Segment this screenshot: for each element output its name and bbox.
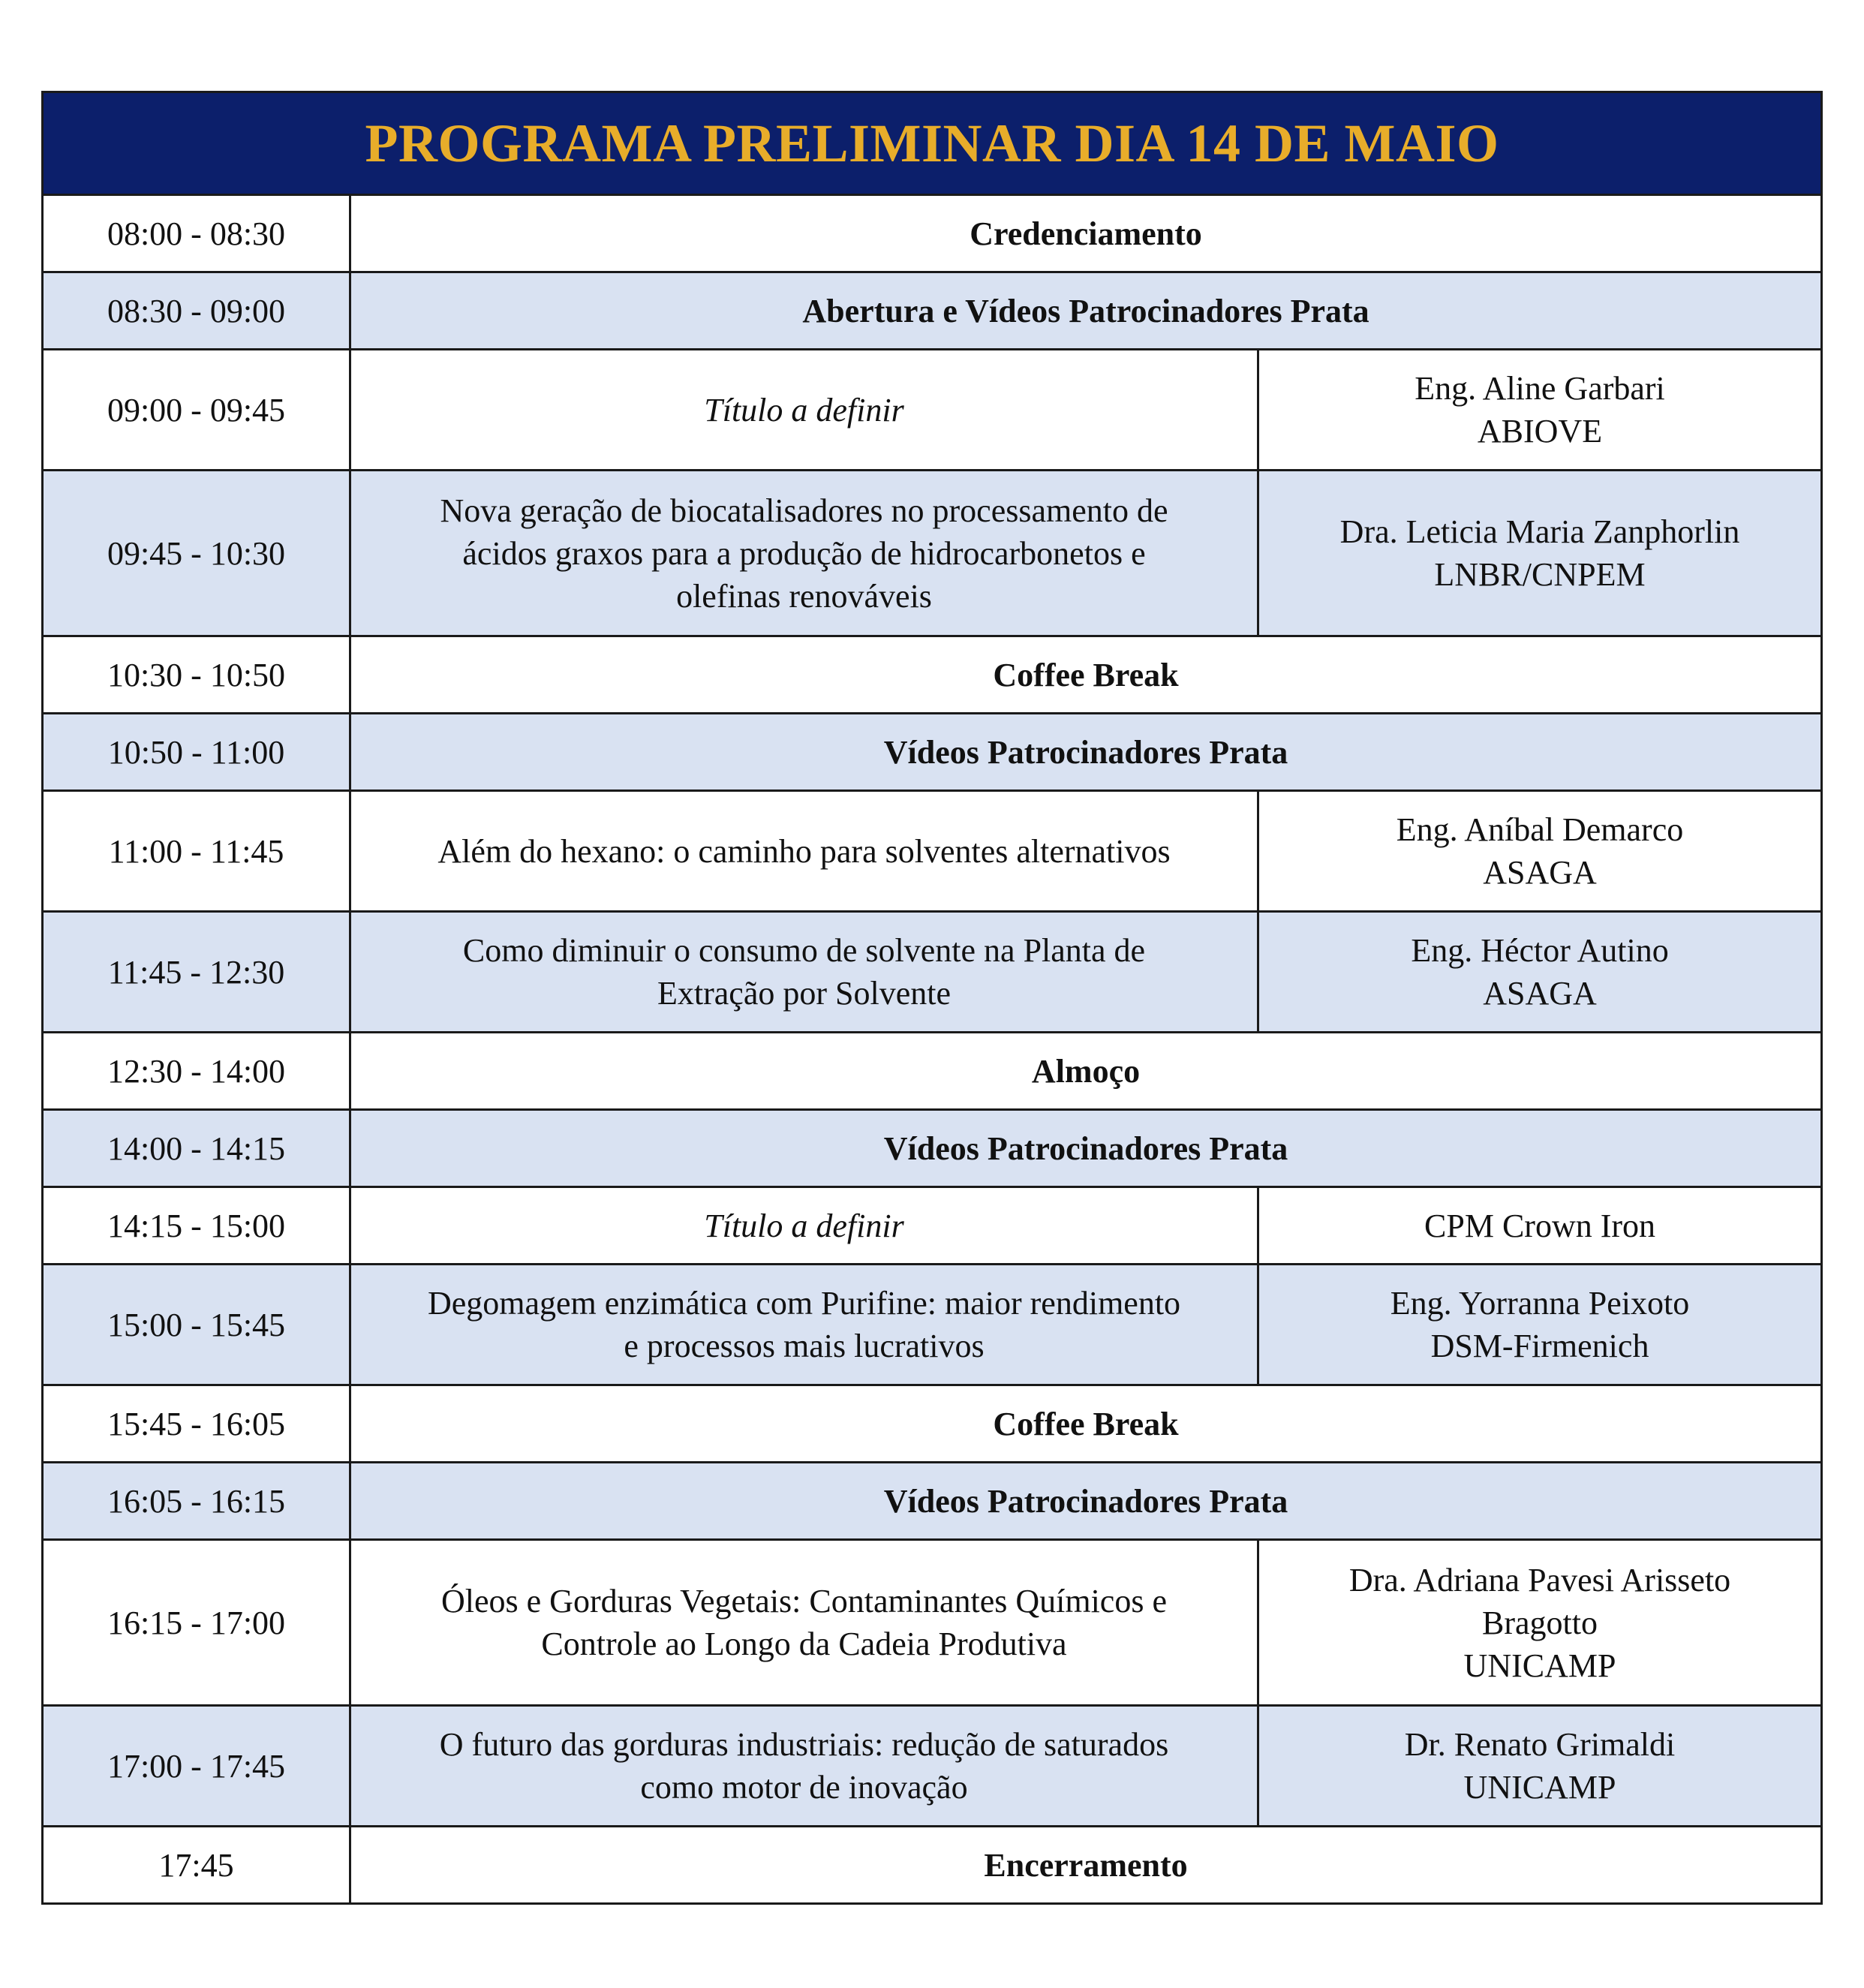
- time-cell: 15:45 - 16:05: [43, 1385, 350, 1463]
- talk-title-line: Título a definir: [704, 391, 904, 429]
- speaker-line: Dra. Leticia Maria Zanphorlin: [1339, 513, 1740, 550]
- speaker-line: UNICAMP: [1463, 1647, 1616, 1684]
- talk-title-cell: [350, 1540, 1258, 1706]
- schedule-row: [43, 912, 1822, 1033]
- speaker-line: UNICAMP: [1463, 1769, 1616, 1806]
- time-cell: 16:15 - 17:00: [43, 1540, 350, 1706]
- speaker-line: Bragotto: [1482, 1604, 1598, 1641]
- talk-title-line: olefinas renováveis: [676, 577, 932, 615]
- schedule-row: [43, 195, 1822, 272]
- event-cell: Encerramento: [350, 1827, 1822, 1904]
- speaker-cell: [1258, 912, 1822, 1033]
- talk-title-line: Nova geração de biocatalisadores no processamento de: [440, 492, 1168, 529]
- talk-title-cell: [350, 1265, 1258, 1385]
- program-title: PROGRAMA PRELIMINAR DIA 14 DE MAIO: [43, 92, 1822, 195]
- speaker-line: ASAGA: [1483, 975, 1597, 1012]
- talk-title-cell: [350, 350, 1258, 471]
- time-cell: 11:00 - 11:45: [43, 791, 350, 912]
- schedule-row: [43, 350, 1822, 471]
- talk-title-cell: [350, 791, 1258, 912]
- schedule-row: [43, 1706, 1822, 1827]
- event-cell: Almoço: [350, 1033, 1822, 1110]
- schedule-row: [43, 1033, 1822, 1110]
- talk-title-line: Controle ao Longo da Cadeia Produtiva: [541, 1626, 1067, 1662]
- talk-title-line: Como diminuir o consumo de solvente na Planta de: [462, 932, 1146, 969]
- schedule-container: [41, 91, 1820, 1905]
- time-cell: 11:45 - 12:30: [43, 912, 350, 1033]
- schedule-row: [43, 1265, 1822, 1385]
- event-cell: Credenciamento: [350, 195, 1822, 272]
- time-cell: 16:05 - 16:15: [43, 1463, 350, 1540]
- speaker-line: Dra. Adriana Pavesi Arisseto: [1348, 1561, 1731, 1599]
- talk-title-line: O futuro das gorduras industriais: redução de saturados: [439, 1726, 1169, 1763]
- schedule-row: [43, 791, 1822, 912]
- speaker-line: ASAGA: [1483, 854, 1597, 891]
- time-cell: 09:45 - 10:30: [43, 471, 350, 636]
- speaker-line: DSM-Firmenich: [1430, 1328, 1649, 1364]
- speaker-cell: [1258, 1540, 1822, 1706]
- schedule-row: [43, 1385, 1822, 1463]
- schedule-row: [43, 1540, 1822, 1706]
- speaker-line: Dr. Renato Grimaldi: [1404, 1726, 1676, 1763]
- speaker-line: LNBR/CNPEM: [1434, 556, 1646, 593]
- talk-title-line: Extração por Solvente: [657, 975, 951, 1012]
- speaker-line: Eng. Yorranna Peixoto: [1390, 1285, 1690, 1322]
- time-cell: 08:30 - 09:00: [43, 272, 350, 350]
- event-cell: Vídeos Patrocinadores Prata: [350, 1110, 1822, 1187]
- speaker-line: ABIOVE: [1477, 413, 1603, 450]
- schedule-row: [43, 272, 1822, 350]
- speaker-cell: [1258, 471, 1822, 636]
- speaker-cell: [1258, 1265, 1822, 1385]
- schedule-row: [43, 471, 1822, 636]
- event-cell: Vídeos Patrocinadores Prata: [350, 1463, 1822, 1540]
- time-cell: 10:30 - 10:50: [43, 636, 350, 714]
- time-cell: 12:30 - 14:00: [43, 1033, 350, 1110]
- schedule-body: [43, 195, 1822, 1904]
- time-cell: 08:00 - 08:30: [43, 195, 350, 272]
- time-cell: 10:50 - 11:00: [43, 714, 350, 791]
- speaker-line: Eng. Héctor Autino: [1411, 932, 1669, 969]
- schedule-row: [43, 1827, 1822, 1904]
- schedule-row: [43, 1463, 1822, 1540]
- time-cell: 15:00 - 15:45: [43, 1265, 350, 1385]
- talk-title-cell: [350, 1706, 1258, 1827]
- speaker-line: Eng. Aníbal Demarco: [1396, 811, 1684, 848]
- schedule-row: [43, 636, 1822, 714]
- talk-title-cell: [350, 912, 1258, 1033]
- schedule-row: [43, 714, 1822, 791]
- time-cell: 17:00 - 17:45: [43, 1706, 350, 1827]
- event-cell: Coffee Break: [350, 636, 1822, 714]
- time-cell: 09:00 - 09:45: [43, 350, 350, 471]
- talk-title-cell: [350, 1187, 1258, 1265]
- time-cell: 14:00 - 14:15: [43, 1110, 350, 1187]
- event-cell: Vídeos Patrocinadores Prata: [350, 714, 1822, 791]
- talk-title-line: ácidos graxos para a produção de hidrocarbonetos e: [462, 534, 1146, 572]
- speaker-line: CPM Crown Iron: [1424, 1207, 1656, 1244]
- time-cell: 17:45: [43, 1827, 350, 1904]
- speaker-cell: [1258, 1706, 1822, 1827]
- talk-title-line: Além do hexano: o caminho para solventes alternativos: [437, 832, 1171, 870]
- speaker-cell: [1258, 350, 1822, 471]
- event-cell: Coffee Break: [350, 1385, 1822, 1463]
- talk-title-line: como motor de inovação: [640, 1769, 968, 1806]
- talk-title-line: Degomagem enzimática com Purifine: maior rendimento: [427, 1285, 1181, 1322]
- speaker-cell: [1258, 1187, 1822, 1265]
- talk-title-line: Óleos e Gorduras Vegetais: Contaminantes Químicos e: [441, 1583, 1167, 1620]
- speaker-cell: [1258, 791, 1822, 912]
- talk-title-line: e processos mais lucrativos: [624, 1328, 985, 1364]
- speaker-line: Eng. Aline Garbari: [1415, 370, 1665, 407]
- schedule-row: [43, 1187, 1822, 1265]
- schedule-table: [41, 91, 1823, 1905]
- schedule-row: [43, 1110, 1822, 1187]
- talk-title-line: Título a definir: [704, 1207, 904, 1244]
- talk-title-cell: [350, 471, 1258, 636]
- event-cell: Abertura e Vídeos Patrocinadores Prata: [350, 272, 1822, 350]
- time-cell: 14:15 - 15:00: [43, 1187, 350, 1265]
